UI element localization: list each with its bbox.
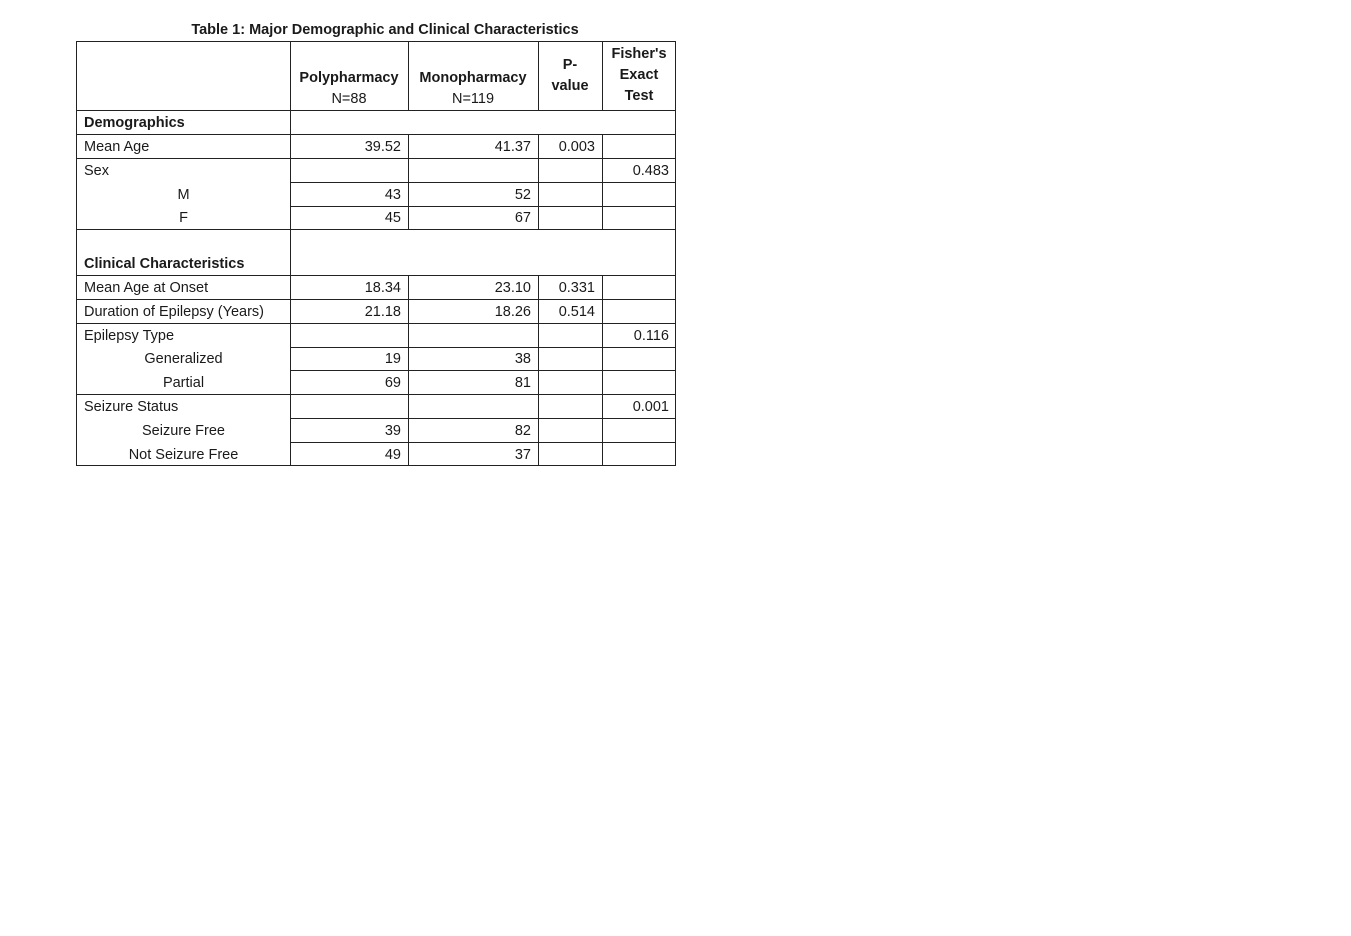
grid-line <box>538 41 539 110</box>
cell-fishers: 0.001 <box>632 399 669 415</box>
row-label: F <box>179 210 188 226</box>
row-label: Demographics <box>84 115 185 131</box>
row-label: Not Seizure Free <box>128 447 239 463</box>
cell-p-value <box>538 442 602 466</box>
cell-monopharmacy: 52 <box>514 187 531 203</box>
cell-polypharmacy: 43 <box>384 187 401 203</box>
cell-p-value <box>538 370 602 394</box>
grid-line <box>290 370 676 371</box>
cell-p-value <box>538 323 602 347</box>
cell-monopharmacy <box>408 158 538 182</box>
table-title: Table 1: Major Demographic and Clinical Characteristics <box>191 22 579 38</box>
grid-line <box>76 110 676 111</box>
cell-p-value <box>538 229 602 275</box>
cell-fishers: 0.483 <box>632 163 669 179</box>
grid-line <box>538 275 539 466</box>
header-mono-n: N=119 <box>451 91 495 107</box>
cell-fishers: 0.116 <box>633 328 669 344</box>
cell-fishers <box>602 370 676 394</box>
cell-p-value: 0.331 <box>558 280 595 296</box>
cell-polypharmacy <box>290 323 408 347</box>
grid-line <box>76 134 290 135</box>
cell-polypharmacy <box>290 229 408 275</box>
grid-line <box>290 182 676 183</box>
row-label: Clinical Characteristics <box>84 256 245 272</box>
header-fishers-exact-test: Fisher's Exact Test <box>611 46 667 104</box>
cell-polypharmacy <box>290 158 408 182</box>
cell-fishers <box>602 347 676 370</box>
cell-monopharmacy: 38 <box>514 351 531 367</box>
grid-line <box>290 323 676 324</box>
cell-monopharmacy: 41.37 <box>494 139 531 155</box>
cell-fishers <box>602 134 676 158</box>
cell-polypharmacy: 19 <box>384 351 401 367</box>
grid-line <box>290 418 676 419</box>
grid-line <box>602 275 603 466</box>
grid-line <box>76 229 290 230</box>
grid-line <box>290 229 676 230</box>
cell-monopharmacy: 82 <box>514 423 531 439</box>
row-label: Duration of Epilepsy (Years) <box>84 304 264 320</box>
characteristics-table <box>76 41 676 466</box>
grid-line <box>408 134 409 229</box>
row-label: Epilepsy Type <box>84 328 175 344</box>
row-label: Mean Age <box>84 139 150 155</box>
grid-line <box>76 394 290 395</box>
cell-monopharmacy <box>408 394 538 418</box>
cell-fishers <box>602 442 676 466</box>
grid-line <box>290 206 676 207</box>
header-poly-name: Polypharmacy <box>299 70 399 86</box>
cell-polypharmacy <box>290 110 408 134</box>
cell-p-value <box>538 182 602 206</box>
cell-polypharmacy: 49 <box>384 447 401 463</box>
cell-fishers <box>602 299 676 323</box>
row-label: Seizure Free <box>141 423 225 439</box>
cell-p-value <box>538 418 602 442</box>
cell-monopharmacy <box>408 110 538 134</box>
cell-p-value <box>538 347 602 370</box>
cell-polypharmacy: 39.52 <box>364 139 401 155</box>
cell-monopharmacy: 23.10 <box>494 280 531 296</box>
grid-line <box>602 41 603 110</box>
row-label: M <box>177 187 190 203</box>
grid-line <box>408 275 409 466</box>
row-label: Sex <box>84 163 109 179</box>
cell-monopharmacy: 18.26 <box>494 304 531 320</box>
cell-monopharmacy: 67 <box>514 210 531 226</box>
cell-fishers <box>602 206 676 229</box>
cell-polypharmacy: 69 <box>384 375 401 391</box>
cell-p-value: 0.514 <box>558 304 595 320</box>
cell-p-value <box>538 394 602 418</box>
cell-polypharmacy: 21.18 <box>364 304 401 320</box>
cell-fishers <box>602 110 676 134</box>
grid-line <box>290 158 676 159</box>
cell-monopharmacy <box>408 323 538 347</box>
grid-line <box>408 41 409 110</box>
cell-polypharmacy: 39 <box>384 423 401 439</box>
row-label: Mean Age at Onset <box>84 280 209 296</box>
grid-line <box>290 41 291 466</box>
cell-fishers <box>602 275 676 299</box>
header-mono-name: Monopharmacy <box>419 70 527 86</box>
grid-line <box>290 347 676 348</box>
header-p-value: P- value <box>551 56 589 94</box>
header-polypharmacy <box>290 41 408 110</box>
grid-line <box>290 299 676 300</box>
grid-line <box>290 134 676 135</box>
cell-p-value: 0.003 <box>558 139 595 155</box>
grid-line <box>290 275 676 276</box>
grid-line <box>76 158 290 159</box>
grid-line <box>76 323 290 324</box>
grid-line <box>602 134 603 229</box>
cell-polypharmacy: 18.34 <box>364 280 401 296</box>
cell-fishers <box>602 229 676 275</box>
header-poly-n: N=88 <box>331 91 367 107</box>
grid-line <box>76 299 290 300</box>
cell-p-value <box>538 158 602 182</box>
row-label: Generalized <box>144 351 223 367</box>
cell-p-value <box>538 206 602 229</box>
row-label: Seizure Status <box>84 399 179 415</box>
grid-line <box>538 134 539 229</box>
cell-polypharmacy: 45 <box>384 210 401 226</box>
header-monopharmacy <box>408 41 538 110</box>
grid-line <box>76 275 290 276</box>
cell-p-value <box>538 110 602 134</box>
cell-polypharmacy <box>290 394 408 418</box>
cell-monopharmacy <box>408 229 538 275</box>
grid-line <box>290 394 676 395</box>
cell-monopharmacy: 37 <box>514 447 531 463</box>
cell-monopharmacy: 81 <box>514 375 531 391</box>
row-label: Partial <box>162 375 205 391</box>
cell-fishers <box>602 418 676 442</box>
grid-line <box>290 442 676 443</box>
cell-fishers <box>602 182 676 206</box>
